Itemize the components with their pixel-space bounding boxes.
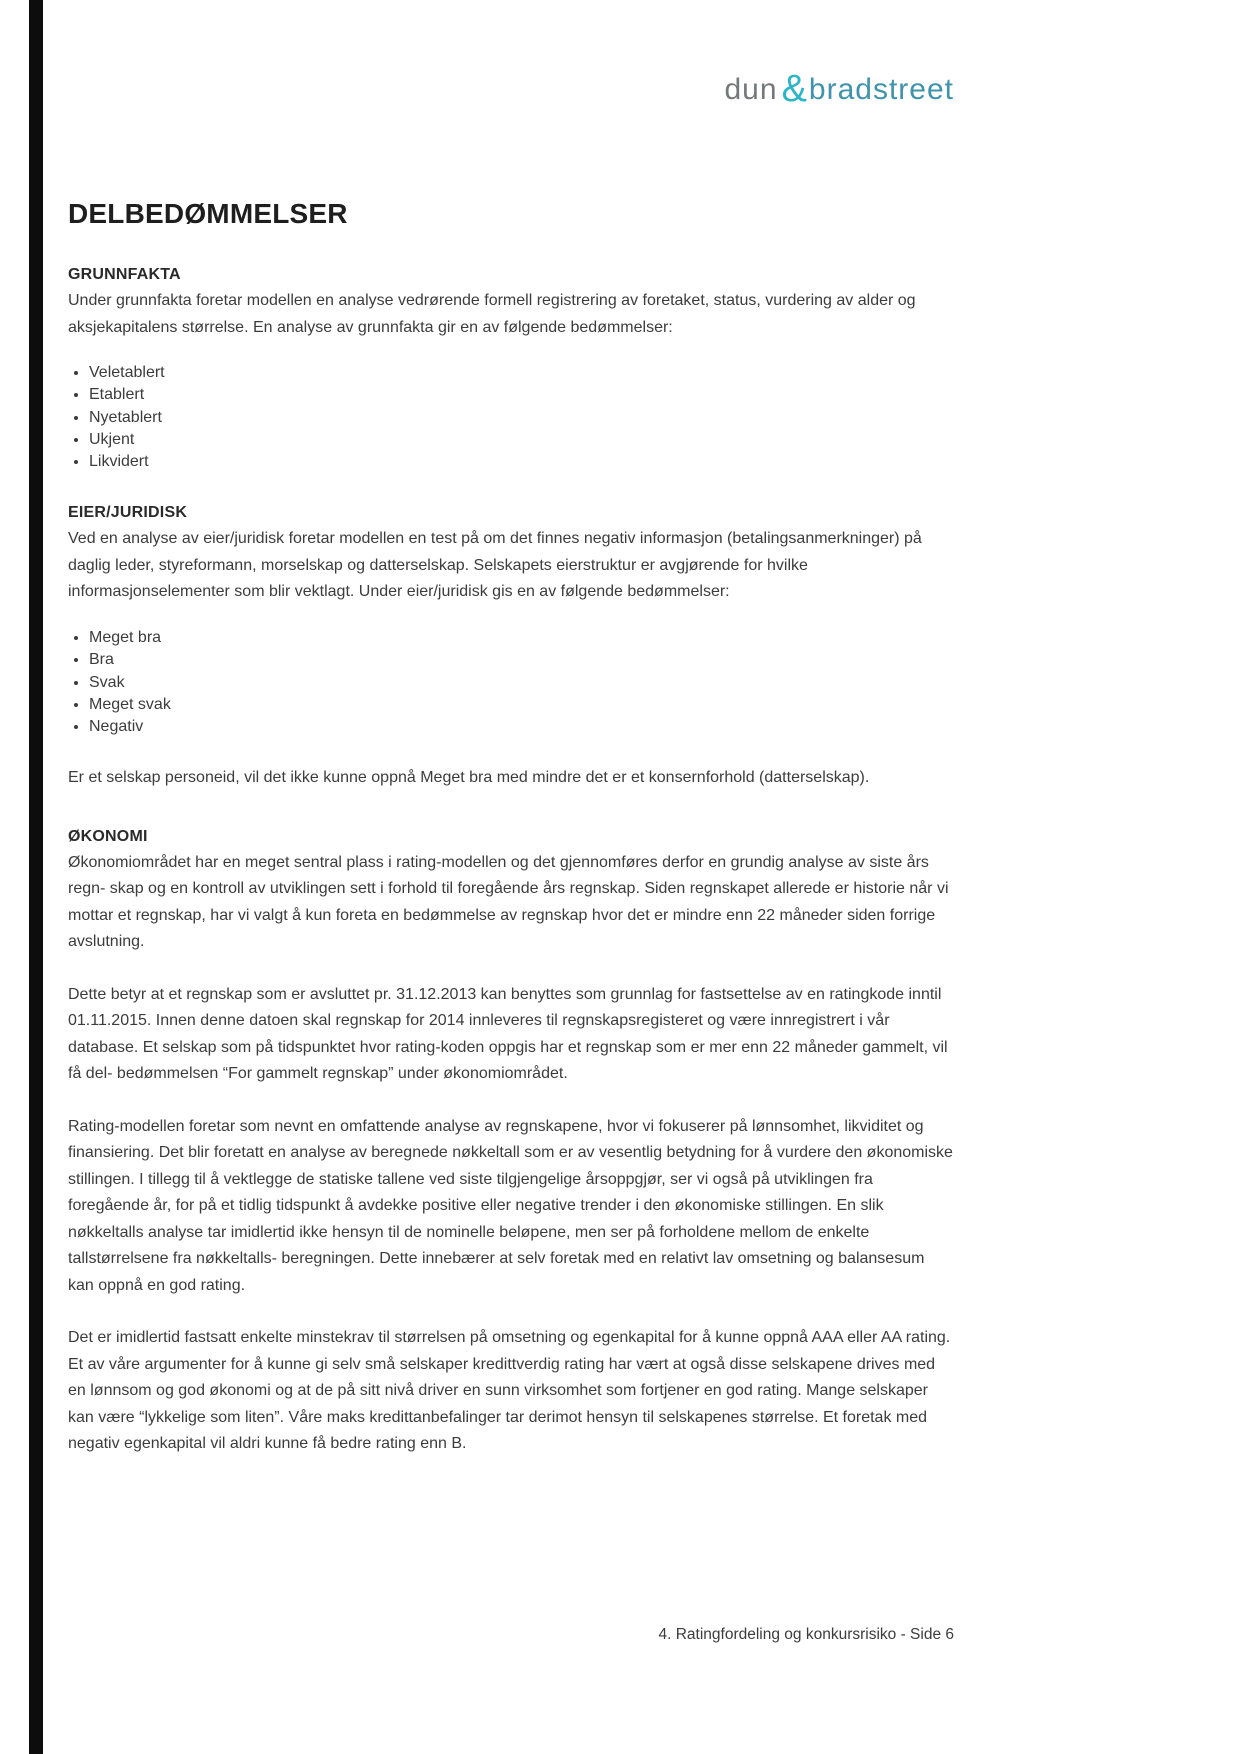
logo-bradstreet-text: bradstreet (808, 73, 954, 106)
dun-bradstreet-logo (68, 70, 954, 114)
page-footer-text: 4. Ratingfordeling og konkursrisiko - Side 6 (658, 1626, 954, 1643)
bullet-item: • Veletablert (89, 362, 954, 384)
okonomi-paragraph-2: Dette betyr at et regnskap som er avsluttet pr. 31.12.2013 kan benyttes som grunnlag for fastsettelse av en ratingkode inntil 01.11.2015. Innen denne datoen skal regnskap for 2014 innleveres til regnskapsregisteret og være innregistrert i vår database. Et selskap som på tidspunktet hvor rating-koden oppgis har et regnskap som er mer enn 22 måneder gammelt, vil få del- bedømmelsen “For gammelt regnskap” under økonomiområdet. (68, 985, 948, 1083)
bullet-item: • Nyetablert (89, 407, 954, 429)
bullet-item: • Bra (89, 649, 954, 671)
logo-ampersand-icon: & (781, 68, 807, 110)
bullet-item: • Negativ (89, 716, 954, 738)
section-okonomi (68, 828, 954, 1458)
section-heading-okonomi: ØKONOMI (68, 827, 148, 845)
bullet-item: • Svak (89, 672, 954, 694)
logo-dun-text: dun (724, 73, 778, 106)
okonomi-paragraph-4: Det er imidlertid fastsatt enkelte minstekrav til størrelsen på omsetning og egenkapital for å kunne oppnå AAA eller AA rating. Et av våre argumenter for å kunne gi selv små selskaper kredittverdig rating har vært at også disse selskapene drives med en lønnsom og god økonomi og at de på sitt nivå driver en sunn virksomhet som fortjener en god rating. Mange selskaper kan være “lykkelige som liten”. Våre maks kredittanbefalinger tar derimot hensyn til selskapenes størrelse. Et foretak med negativ egenkapital vil aldri kunne få bedre rating enn B. (68, 1329, 951, 1453)
okonomi-paragraph-1: Økonomiområdet har en meget sentral plass i rating-modellen og det gjennomføres derfor en grundig analyse av siste års regn- skap og en kontroll av utviklingen sett i forhold til foregående års regnskap. Siden regnskapet allerede er historie når vi mottar et regnskap, har vi valgt å kun foreta en bedømmelse av regnskap hvor det er mindre enn 22 måneder siden forrige avslutning. (68, 853, 949, 951)
scan-edge-bar (29, 0, 43, 1754)
section-heading-eier-juridisk: EIER/JURIDISK (68, 504, 188, 522)
eier-juridisk-intro-paragraph: Ved en analyse av eier/juridisk foretar modellen en test på om det finnes negativ informasjon (betalingsanmerkninger) på daglig leder, styreformann, morselskap og datterselskap. Selskapets eierstruktur er avgjørende for hvilke informasjonselementer som blir vektlagt. Under eier/juridisk gis en av følgende bedømmelser: (68, 530, 922, 601)
okonomi-paragraph-3: Rating-modellen foretar som nevnt en omfattende analyse av regnskapene, hvor vi fokuserer på lønnsomhet, likviditet og finansiering. Det blir foretatt en analyse av beregnede nøkkeltall som er av vesentlig betydning for å vurdere den økonomiske stillingen. I tillegg til å vektlegge de statiske tallene ved siste tilgjengelige årsoppgjør, ser vi også på utviklingen fra foregående år, for på et tidlig tidspunkt å avdekke positive eller negative trender i den økonomiske stillingen. En slik nøkkeltalls analyse tar imidlertid ikke hensyn til de nominelle beløpene, men ser på forholdene mellom de enkelte tallstørrelsene fra nøkkeltalls- beregningen. Dette innebærer at selv foretak med en relativt lav omsetning og balansesum kan oppnå en god rating. (68, 1117, 953, 1294)
bullet-item: • Meget bra (89, 627, 954, 649)
grunnfakta-intro-paragraph: Under grunnfakta foretar modellen en analyse vedrørende formell registrering av foretaket, status, vurdering av alder og aksjekapitalens størrelse. En analyse av grunnfakta gir en av følgende bedømmelser: (68, 292, 916, 336)
eier-juridisk-bullet-list (72, 627, 954, 738)
grunnfakta-bullet-list (72, 362, 954, 473)
bullet-item: • Likvidert (89, 451, 954, 473)
section-eier-juridisk (68, 504, 954, 791)
bullet-item: • Meget svak (89, 694, 954, 716)
section-grunnfakta (68, 266, 954, 473)
section-heading-grunnfakta: GRUNNFAKTA (68, 266, 181, 283)
page-title: DELBEDØMMELSER (68, 198, 348, 229)
page-content (68, 0, 954, 1458)
bullet-item: • Etablert (89, 384, 954, 406)
bullet-item: • Ukjent (89, 429, 954, 451)
eier-juridisk-note-paragraph: Er et selskap personeid, vil det ikke kunne oppnå Meget bra med mindre det er et konsernforhold (datterselskap). (68, 769, 870, 787)
